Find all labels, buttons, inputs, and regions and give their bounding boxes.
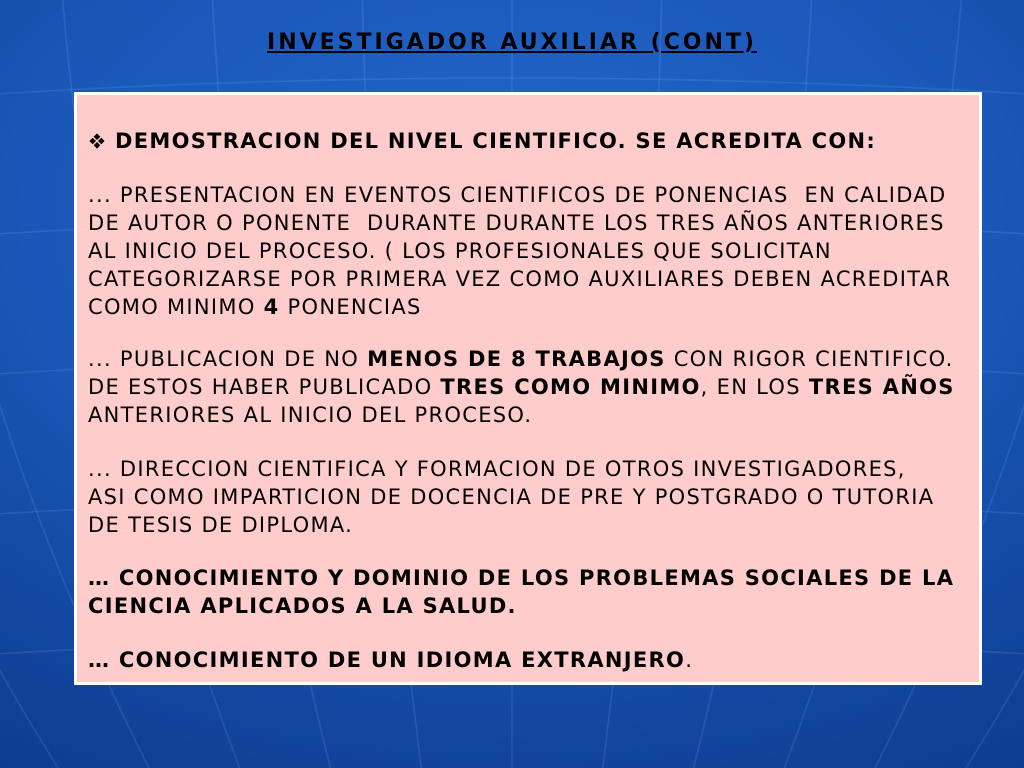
text-segment: ... DIRECCION CIENTIFICA Y FORMACION DE OTROS INVESTIGADORES, <box>88 457 906 481</box>
section-heading: DEMOSTRACION DEL NIVEL CIENTIFICO. SE ACREDITA CON: <box>115 129 877 153</box>
paragraph-line <box>88 265 951 293</box>
diamond-bullet-glyph <box>89 133 105 149</box>
paragraph-line <box>88 401 955 429</box>
text-segment: CON RIGOR CIENTIFICO. <box>665 347 954 371</box>
paragraph-line <box>88 483 934 511</box>
paragraph-line <box>88 564 954 592</box>
text-segment: CATEGORIZARSE POR PRIMERA VEZ COMO AUXILIARES DEBEN ACREDITAR <box>88 267 952 291</box>
paragraph-line <box>88 237 951 265</box>
text-segment-bold: … CONOCIMIENTO DE UN IDIOMA EXTRANJERO <box>88 648 686 672</box>
paragraph-line <box>88 293 951 321</box>
paragraph-line <box>88 181 951 209</box>
content-panel <box>74 92 982 685</box>
paragraph-line <box>88 511 934 539</box>
text-segment: DE AUTOR O PONENTE DURANTE DURANTE LOS TRES AÑOS ANTERIORES <box>88 211 945 235</box>
paragraph-ponencias <box>88 181 951 321</box>
paragraph-line <box>88 646 693 674</box>
text-segment-bold: TRES COMO MINIMO <box>440 375 701 399</box>
paragraph-line <box>88 209 951 237</box>
paragraph-line <box>88 345 955 373</box>
text-segment: ... PUBLICACION DE NO <box>88 347 368 371</box>
text-segment: DE TESIS DE DIPLOMA. <box>88 513 354 537</box>
paragraph-line <box>88 373 955 401</box>
text-segment-bold: MENOS DE 8 TRABAJOS <box>367 347 666 371</box>
text-segment-bold: CIENCIA APLICADOS A LA SALUD. <box>88 594 517 618</box>
paragraph-line <box>88 592 954 620</box>
text-segment: AL INICIO DEL PROCESO. ( LOS PROFESIONALES QUE SOLICITAN <box>88 239 832 263</box>
text-segment: COMO MINIMO <box>88 295 264 319</box>
text-segment-bold: … CONOCIMIENTO Y DOMINIO DE LOS PROBLEMAS SOCIALES DE LA <box>88 566 955 590</box>
slide-title: INVESTIGADOR AUXILIAR (CONT) <box>267 30 757 55</box>
paragraph-line <box>88 455 934 483</box>
text-segment: DE ESTOS HABER PUBLICADO <box>88 375 441 399</box>
paragraph-direccion-cientifica <box>88 455 934 539</box>
paragraph-idioma <box>88 646 693 674</box>
diamond-bullet-icon <box>89 133 105 149</box>
text-segment-bold: 4 <box>263 295 280 319</box>
paragraph-publicaciones <box>88 345 955 429</box>
text-segment: ... PRESENTACION EN EVENTOS CIENTIFICOS DE PONENCIAS EN CALIDAD <box>88 183 947 207</box>
text-segment: . <box>685 648 694 672</box>
text-segment: , EN LOS <box>700 375 809 399</box>
text-segment: ANTERIORES AL INICIO DEL PROCESO. <box>88 403 533 427</box>
text-segment: ASI COMO IMPARTICION DE DOCENCIA DE PRE Y POSTGRADO O TUTORIA <box>88 485 935 509</box>
paragraph-problemas-sociales <box>88 564 954 620</box>
text-segment: PONENCIAS <box>279 295 422 319</box>
text-segment-bold: TRES AÑOS <box>808 375 955 399</box>
